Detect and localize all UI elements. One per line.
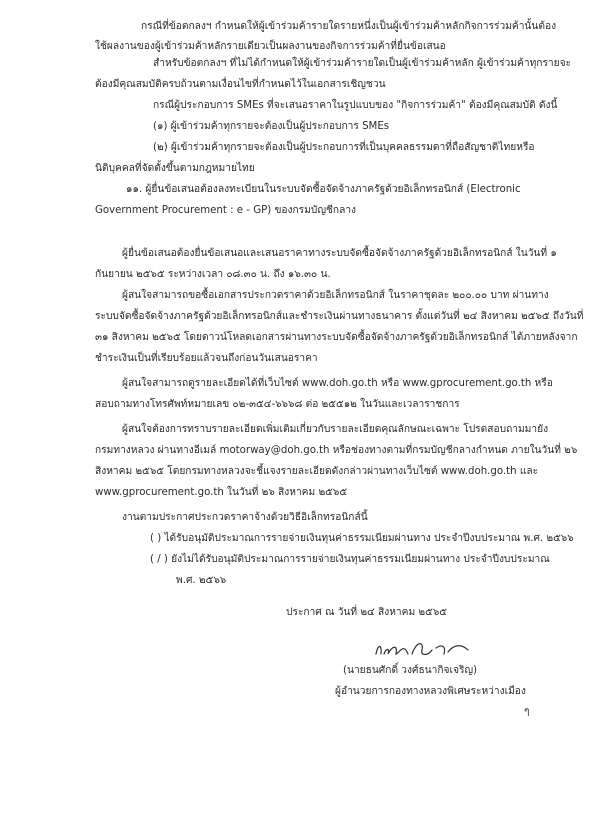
text-line: (๒) ผู้เข้าร่วมค้าทุกรายจะต้องเป็นผู้ประกอบการที่เป็นบุคคลธรรมดาที่ถือสัญชาติไทยหรือ <box>153 142 535 153</box>
text-line: กันยายน ๒๕๖๕ ระหว่างเวลา ๐๘.๓๐ น. ถึง ๑๖.๓๐ น. <box>95 269 331 280</box>
text-line: ชำระเงินเป็นที่เรียบร้อยแล้วจนถึงก่อนวันเสนอราคา <box>95 353 318 364</box>
signature-image <box>372 636 472 662</box>
announcement-date: ประกาศ ณ วันที่ ๒๔ สิงหาคม ๒๕๖๕ <box>286 607 447 618</box>
text-line: ( / ) ยังไม่ได้รับอนุมัติประมาณการรายจ่ายเงินทุนค่าธรรมเนียมผ่านทาง ประจำปีงบประมาณ <box>150 554 550 565</box>
text-line: กรมทางหลวง ผ่านทางอีเมล์ motorway@doh.go.th หรือช่องทางตามที่กรมบัญชีกลางกำหนด ภายในวันที่ ๒๖ <box>95 445 578 456</box>
signatory-name: (นายธนศักดิ์ วงศ์ธนากิจเจริญ) <box>343 665 478 676</box>
text-line: กรณีที่ข้อตกลงฯ กำหนดให้ผู้เข้าร่วมค้ารายใดรายหนึ่งเป็นผู้เข้าร่วมค้าหลักกิจการร่วมค้านั้นต้อง <box>141 21 557 32</box>
text-line: ผู้สนใจสามารถขอซื้อเอกสารประกวดราคาด้วยอิเล็กทรอนิกส์ ในราคาชุดละ ๒๐๐.๐๐ บาท ผ่านทาง <box>122 290 549 301</box>
text-line: ใช้ผลงานของผู้เข้าร่วมค้าหลักรายเดียวเป็นผลงานของกิจการร่วมค้าที่ยื่นข้อเสนอ <box>95 41 446 52</box>
text-line: นิติบุคคลที่จัดตั้งขึ้นตามกฎหมายไทย <box>95 163 255 174</box>
text-line: สิงหาคม ๒๕๖๕ โดยกรมทางหลวงจะชี้แจงรายละเอียดดังกล่าวผ่านทางเว็บไซต์ www.doh.go.th และ <box>95 466 539 477</box>
text-line: ( ) ได้รับอนุมัติประมาณการรายจ่ายเงินทุนค่าธรรมเนียมผ่านทาง ประจำปีงบประมาณ พ.ศ. ๒๕๖๖ <box>150 533 574 544</box>
text-line: สำหรับข้อตกลงฯ ที่ไม่ได้กำหนดให้ผู้เข้าร่วมค้ารายใดเป็นผู้เข้าร่วมค้าหลัก ผู้เข้าร่วมค้าทุกรายจะ <box>153 58 572 69</box>
text-line: สอบถามทางโทรศัพท์หมายเลข ๐๒-๓๕๔-๖๖๖๘ ต่อ ๒๕๕๑๒ ในวันและเวลาราชการ <box>95 399 460 410</box>
text-line: (๑) ผู้เข้าร่วมค้าทุกรายจะต้องเป็นผู้ประกอบการ SMEs <box>153 121 390 132</box>
text-line: กรณีผู้ประกอบการ SMEs ที่จะเสนอราคาในรูปแบบของ "กิจการร่วมค้า" ต้องมีคุณสมบัติ ดังนี้ <box>153 100 558 111</box>
text-line: Government Procurement : e - GP) ของกรมบัญชีกลาง <box>95 205 357 216</box>
text-line: www.gprocurement.go.th ในวันที่ ๒๖ สิงหาคม ๒๕๖๕ <box>95 487 348 498</box>
text-line: ผู้ยื่นข้อเสนอต้องยื่นข้อเสนอและเสนอราคาทางระบบจัดซื้อจัดจ้างภาครัฐด้วยอิเล็กทรอนิกส์ ในวันที่ ๑ <box>122 248 557 259</box>
text-line: งานตามประกาศประกวดราคาจ้างด้วยวิธีอิเล็กทรอนิกส์นี้ <box>122 512 368 523</box>
text-line: ระบบจัดซื้อจัดจ้างภาครัฐด้วยอิเล็กทรอนิกส์และชำระเงินผ่านทางธนาคาร ตั้งแต่วันที่ ๒๔ สิงหาคม ๒๕๖๕ ถึงวันที่ <box>95 311 584 322</box>
text-line: ๑๑. ผู้ยื่นข้อเสนอต้องลงทะเบียนในระบบจัดซื้อจัดจ้างภาครัฐด้วยอิเล็กทรอนิกส์ (Electronic <box>126 184 521 195</box>
text-line: ผู้สนใจสามารถดูรายละเอียดได้ที่เว็บไซต์ www.doh.go.th หรือ www.gprocurement.go.th หรือ <box>122 378 553 389</box>
text-line: พ.ศ. ๒๕๖๖ <box>176 575 227 586</box>
page-mark: ๆ <box>524 706 530 717</box>
signatory-title: ผู้อำนวยการกองทางหลวงพิเศษระหว่างเมือง <box>335 686 526 697</box>
text-line: ผู้สนใจต้องการทราบรายละเอียดเพิ่มเติมเกี่ยวกับรายละเอียดคุณลักษณะเฉพาะ โปรดสอบถามมายัง <box>122 424 549 435</box>
text-line: ๓๑ สิงหาคม ๒๕๖๕ โดยดาวน์โหลดเอกสารผ่านทางระบบจัดซื้อจัดจ้างภาครัฐด้วยอิเล็กทรอนิกส์ ได้ภายหลังจาก <box>95 332 578 343</box>
text-line: ต้องมีคุณสมบัติครบถ้วนตามเงื่อนไขที่กำหนดไว้ในเอกสารเชิญชวน <box>95 79 386 90</box>
